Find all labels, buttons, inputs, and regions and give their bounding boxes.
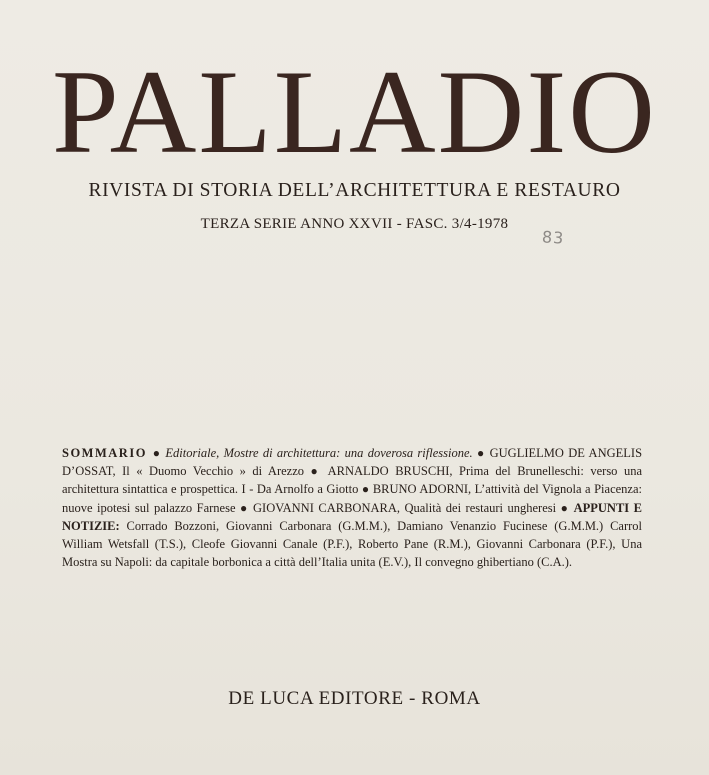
issue-series-line: TERZA SERIE ANNO XXVII - FASC. 3/4-1978: [200, 216, 509, 232]
contents-editorial: Editoriale, Mostre di architettura: una doverosa riflessione.: [165, 446, 477, 460]
notes-text: Corrado Bozzoni, Giovanni Carbonara (G.M.M.), Damiano Venanzio Fucinese (G.M.M.) Carrol William Wetsfall (T.S.), Cleofe Giovanni Canale (P.F.), Roberto Pane (R.M.), Giovanni Carbonara (P.F.), Una Mostra su Napoli: da capitale borbonica a città dell’Italia unita (E.V.), Il convegno ghibertiano (C.A.).: [62, 518, 643, 570]
table-of-contents: [62, 444, 642, 571]
bullet-icon: ●: [361, 482, 373, 497]
bullet-icon: ●: [476, 446, 490, 460]
bullet-icon: ●: [152, 446, 166, 460]
journal-subtitle: RIVISTA DI STORIA DELL’ARCHITETTURA E RESTAURO: [88, 180, 621, 201]
masthead-title: PALLADIO: [52, 45, 657, 178]
contents-heading: SOMMARIO: [62, 446, 153, 460]
publisher-line: DE LUCA EDITORE - ROMA: [228, 688, 481, 709]
notes-heading: APPUNTI E NOTIZIE:: [62, 500, 642, 533]
bullet-icon: ●: [240, 500, 253, 515]
bullet-icon: ●: [560, 500, 574, 515]
contents-item: ARNALDO BRUSCHI, Prima del Brunelleschi: verso una architettura sintattica e prospettica. I - Da Arnolfo a Giotto: [62, 464, 643, 497]
contents-item: GUGLIELMO DE ANGELIS D’OSSAT, Il « Duomo Vecchio » di Arezzo: [62, 446, 643, 479]
handwritten-note: 83: [541, 227, 565, 248]
contents-item: BRUNO ADORNI, L’attività del Vignola a Piacenza: nuove ipotesi sul palazzo Farnese: [62, 482, 642, 515]
contents-item: GIOVANNI CARBONARA, Qualità dei restauri ungheresi: [253, 500, 561, 515]
bullet-icon: ●: [310, 464, 328, 479]
